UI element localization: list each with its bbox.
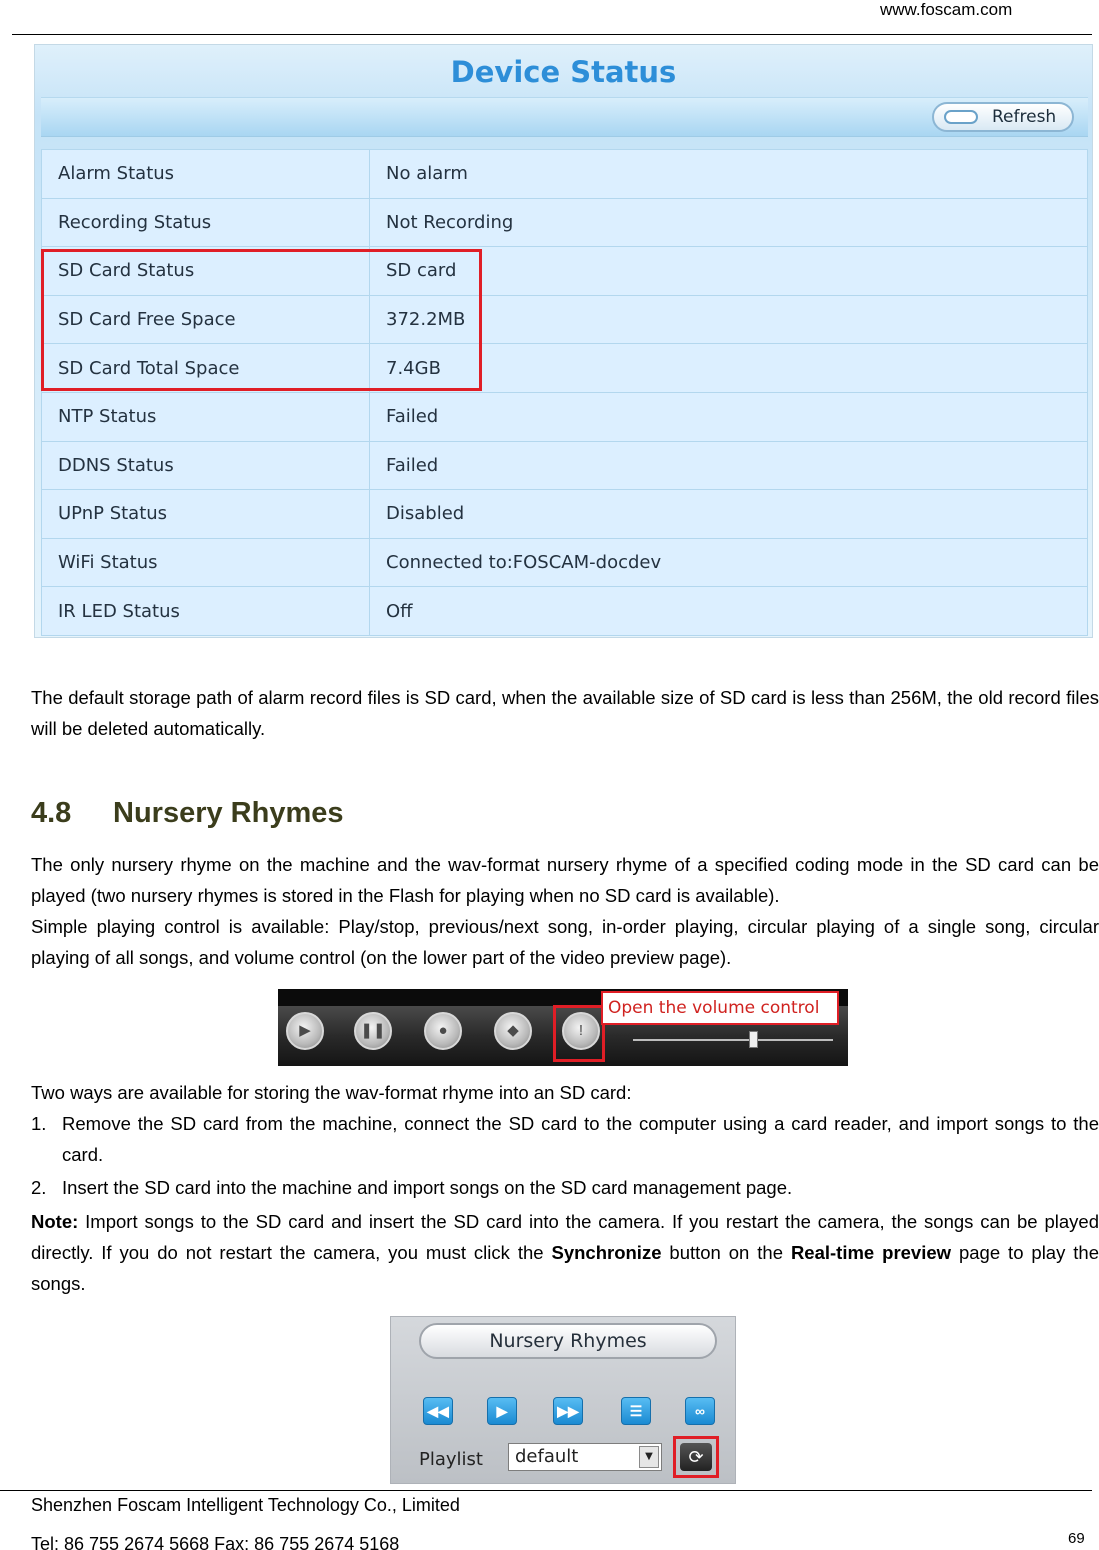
status-value: 7.4GB <box>370 344 1088 393</box>
status-label: UPnP Status <box>42 490 370 539</box>
note-text: button on the <box>661 1242 791 1263</box>
next-icon[interactable]: ▶▶ <box>553 1397 583 1425</box>
refresh-button-label: Refresh <box>992 107 1057 127</box>
status-value: 372.2MB <box>370 295 1088 344</box>
note-text: page to play the songs. <box>31 1242 1099 1294</box>
nursery-rhymes-panel <box>390 1316 736 1484</box>
chevron-down-icon[interactable]: ▼ <box>639 1446 659 1468</box>
volume-tooltip: Open the volume control <box>601 991 839 1025</box>
ways-intro: Two ways are available for storing the wav-format rhyme into an SD card: <box>31 1082 632 1103</box>
section-heading <box>31 797 344 830</box>
list-icon[interactable]: ☰ <box>621 1397 651 1425</box>
synchronize-icon[interactable]: ⟳ <box>680 1443 712 1471</box>
play-icon[interactable]: ▶ <box>487 1397 517 1425</box>
intro-paragraph-1: The only nursery rhyme on the machine and the wav-format nursery rhyme of a specified coding mode in the SD card can be played (two nursery rhymes is stored in the Flash for playing when no SD card is available). <box>31 854 1099 906</box>
previous-icon[interactable]: ◀◀ <box>423 1397 453 1425</box>
speaker-icon[interactable]: ◆ <box>494 1012 532 1050</box>
video-control-bar <box>278 989 848 1066</box>
volume-highlight-box <box>553 1005 605 1062</box>
refresh-button[interactable] <box>932 102 1074 132</box>
footer-divider <box>0 1490 1092 1491</box>
list-item <box>31 1108 1099 1170</box>
status-label: IR LED Status <box>42 587 370 636</box>
list-text: Insert the SD card into the machine and import songs on the SD card management page. <box>62 1177 793 1198</box>
microphone-icon[interactable]: ● <box>424 1012 462 1050</box>
note-bold-synchronize: Synchronize <box>551 1242 662 1263</box>
sd-card-highlight-box <box>41 249 482 391</box>
status-value: Disabled <box>370 490 1088 539</box>
loop-icon[interactable]: ∞ <box>685 1397 715 1425</box>
device-status-table <box>41 149 1088 636</box>
section-number: 4.8 <box>31 797 72 829</box>
footer-company: Shenzhen Foscam Intelligent Technology Co., Limited <box>31 1495 460 1515</box>
list-item <box>31 1172 1099 1203</box>
list-number: 1. <box>31 1113 47 1134</box>
footer-contact: Tel: 86 755 2674 5668 Fax: 86 755 2674 5168 <box>31 1534 400 1550</box>
header-divider <box>12 34 1092 35</box>
volume-slider-handle[interactable] <box>749 1031 758 1048</box>
table-row <box>42 150 1088 199</box>
status-label: SD Card Status <box>42 247 370 296</box>
playlist-select[interactable] <box>508 1443 662 1471</box>
device-status-panel <box>34 44 1093 638</box>
list-text: Remove the SD card from the machine, connect the SD card to the computer using a card reader, and import songs to the card. <box>62 1113 1099 1165</box>
status-label: SD Card Total Space <box>42 344 370 393</box>
table-row <box>42 490 1088 539</box>
intro-paragraph-2: Simple playing control is available: Play/stop, previous/next song, in-order playing, circular playing of a single song, circular playing of all songs, and volume control (on the lower part of the video preview page). <box>31 916 1099 968</box>
status-value: Connected to:FOSCAM-docdev <box>370 538 1088 587</box>
status-label: Recording Status <box>42 198 370 247</box>
volume-icon[interactable]: ! <box>562 1012 600 1050</box>
status-label: NTP Status <box>42 392 370 441</box>
note-paragraph <box>31 1206 1099 1299</box>
status-label: Alarm Status <box>42 150 370 199</box>
playlist-label: Playlist <box>419 1449 483 1470</box>
note-bold-realtime: Real-time preview <box>790 1242 952 1263</box>
playlist-value: default <box>515 1446 579 1467</box>
section-title: Nursery Rhymes <box>113 797 344 829</box>
stop-icon[interactable]: ❚❚ <box>354 1012 392 1050</box>
device-status-title: Device Status <box>450 55 677 89</box>
play-icon[interactable]: ▶ <box>286 1012 324 1050</box>
table-row <box>42 441 1088 490</box>
note-text: Import songs to the SD card and insert the SD card into the camera. If you restart the camera, the songs can be played directly. If you do not restart the camera, you must click the <box>31 1211 1099 1263</box>
status-value: SD card <box>370 247 1088 296</box>
status-value: Failed <box>370 392 1088 441</box>
synchronize-highlight-box <box>673 1436 719 1478</box>
list-number: 2. <box>31 1177 47 1198</box>
device-status-toolbar <box>41 97 1088 137</box>
table-row <box>42 392 1088 441</box>
table-row <box>42 198 1088 247</box>
status-value: No alarm <box>370 150 1088 199</box>
status-value: Not Recording <box>370 198 1088 247</box>
volume-slider-track[interactable] <box>633 1039 833 1041</box>
storage-paragraph: The default storage path of alarm record files is SD card, when the available size of SD card is less than 256M, the old record files will be deleted automatically. <box>31 687 1099 739</box>
status-label: DDNS Status <box>42 441 370 490</box>
note-label: Note: <box>31 1211 79 1232</box>
status-label: SD Card Free Space <box>42 295 370 344</box>
status-label: WiFi Status <box>42 538 370 587</box>
nursery-rhymes-title-button[interactable]: Nursery Rhymes <box>419 1323 717 1359</box>
status-value: Off <box>370 587 1088 636</box>
refresh-icon <box>944 110 978 124</box>
header-url: www.foscam.com <box>880 0 1013 19</box>
table-row <box>42 587 1088 636</box>
table-row <box>42 538 1088 587</box>
page-number: 69 <box>1068 1530 1085 1547</box>
status-value: Failed <box>370 441 1088 490</box>
